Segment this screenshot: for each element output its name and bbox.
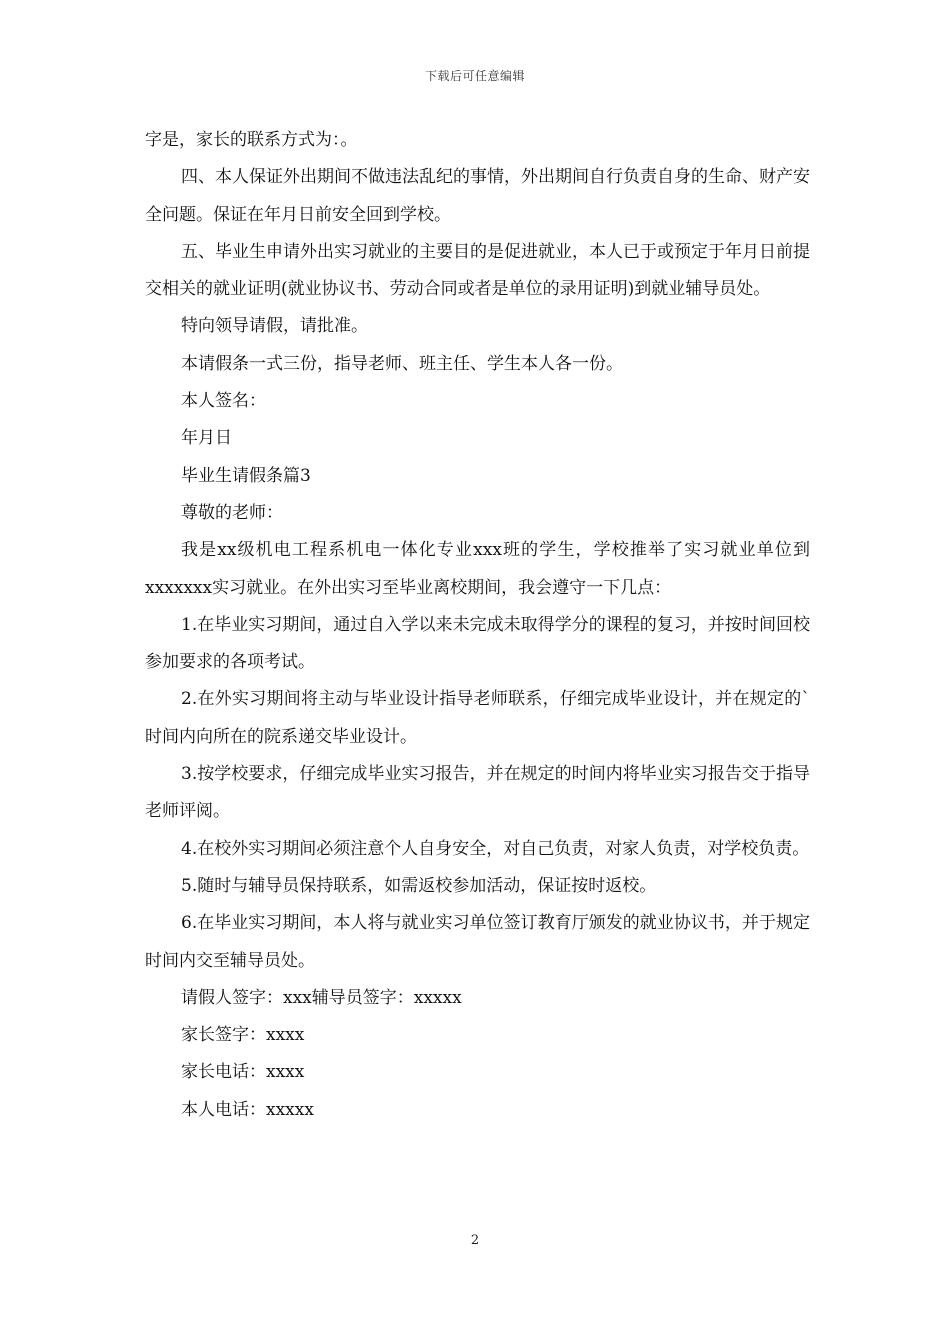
list-item-2: 2.在外实习期间将主动与毕业设计指导老师联系，仔细完成毕业设计，并在规定的`时间内向所在的院系递交毕业设计。 (145, 689, 810, 747)
document-body (145, 122, 810, 1129)
paragraph-date: 年月日 (181, 428, 232, 449)
list-item-4: 4.在校外实习期间必须注意个人自身安全，对自己负责，对家人负责，对学校负责。 (181, 838, 810, 859)
list-item-5: 5.随时与辅导员保持联系，如需返校参加活动，保证按时返校。 (181, 875, 657, 896)
paragraph-intro: 我是xx级机电工程系机电一体化专业xxx班的学生，学校推举了实习就业单位到xxxxxxx实习就业。在外出实习至毕业离校期间，我会遵守一下几点： (145, 540, 810, 598)
paragraph-request: 特向领导请假，请批准。 (181, 316, 368, 337)
paragraph-item-five: 五、毕业生申请外出实习就业的主要目的是促进就业，本人已于或预定于年月日前提交相关的就业证明(就业协议书、劳动合同或者是单位的录用证明)到就业辅导员处。 (145, 241, 810, 300)
section-title: 毕业生请假条篇3 (181, 465, 311, 486)
list-item-1: 1.在毕业实习期间，通过自入学以来未完成未取得学分的课程的复习，并按时间回校参加要求的各项考试。 (145, 614, 810, 673)
paragraph-signature: 本人签名： (181, 391, 266, 412)
parent-phone-line: 家长电话：xxxx (181, 1062, 305, 1083)
page-header: 下载后可任意编辑 (424, 69, 525, 83)
paragraph-continued: 字是，家长的联系方式为：。 (145, 130, 358, 150)
list-item-6: 6.在毕业实习期间，本人将与就业实习单位签订教育厅颁发的就业协议书，并于规定时间内交至辅导员处。 (145, 913, 810, 971)
page-number: 2 (470, 1233, 480, 1248)
list-item-3: 3.按学校要求，仔细完成毕业实习报告，并在规定的时间内将毕业实习报告交于指导老师评阅。 (145, 764, 810, 822)
signature-parent-line: 家长签字：xxxx (181, 1025, 305, 1046)
own-phone-line: 本人电话：xxxxx (181, 1099, 314, 1120)
paragraph-item-four: 四、本人保证外出期间不做违法乱纪的事情，外出期间自行负责自身的生命、财产安全问题。保证在年月日前安全回到学校。 (145, 167, 810, 225)
paragraph-copies: 本请假条一式三份，指导老师、班主任、学生本人各一份。 (181, 353, 623, 374)
paragraph-greeting: 尊敬的老师： (181, 502, 283, 523)
signature-applicant-line: 请假人签字：xxx辅导员签字：xxxxx (181, 987, 462, 1008)
